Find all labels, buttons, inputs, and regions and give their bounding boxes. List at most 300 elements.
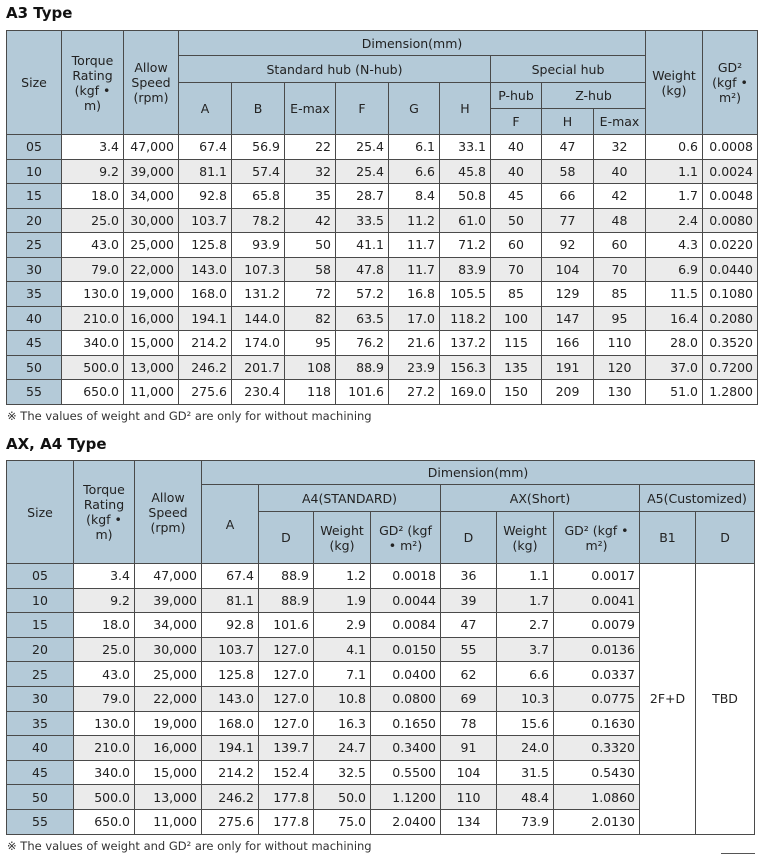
a3-footnote: ※ The values of weight and GD² are only for without machining bbox=[7, 409, 372, 423]
table-cell: 10.8 bbox=[314, 686, 371, 711]
table-cell: 166 bbox=[542, 331, 594, 356]
table-cell: 16,000 bbox=[135, 736, 202, 761]
table-cell: 40 bbox=[491, 159, 542, 184]
table-cell: 11,000 bbox=[124, 380, 179, 405]
size-cell: 20 bbox=[7, 637, 74, 662]
table-cell: 1.9 bbox=[314, 588, 371, 613]
size-cell: 40 bbox=[7, 736, 74, 761]
size-cell: 15 bbox=[7, 184, 62, 209]
size-cell: 50 bbox=[7, 355, 62, 380]
table-row bbox=[7, 184, 758, 209]
table-cell: 8.4 bbox=[389, 184, 440, 209]
col-h-header: H bbox=[440, 83, 491, 135]
table-cell: 0.5430 bbox=[554, 760, 640, 785]
table-cell: 18.0 bbox=[74, 613, 135, 638]
z-hub-emax-header: E-max bbox=[594, 109, 646, 135]
table-cell: 214.2 bbox=[202, 760, 259, 785]
table-cell: 209 bbox=[542, 380, 594, 405]
a5-b1-header: B1 bbox=[640, 512, 696, 564]
ax-spec-table bbox=[6, 460, 755, 835]
table-cell: 137.2 bbox=[440, 331, 491, 356]
table-cell: 110 bbox=[441, 785, 497, 810]
table-cell: 129 bbox=[542, 282, 594, 307]
table-cell: 101.6 bbox=[259, 613, 314, 638]
table-cell: 108 bbox=[285, 355, 336, 380]
table-cell: 42 bbox=[285, 208, 336, 233]
size-cell: 10 bbox=[7, 159, 62, 184]
table-cell: 139.7 bbox=[259, 736, 314, 761]
table-cell: 2.7 bbox=[497, 613, 554, 638]
table-row bbox=[7, 233, 758, 258]
table-cell: 34,000 bbox=[124, 184, 179, 209]
table-cell: 0.0775 bbox=[554, 686, 640, 711]
table-cell: 70 bbox=[491, 257, 542, 282]
table-cell: 210.0 bbox=[62, 306, 124, 331]
table-cell: 104 bbox=[542, 257, 594, 282]
gd2-header: GD² (kgf • m²) bbox=[703, 31, 758, 135]
table-cell: 0.0150 bbox=[371, 637, 441, 662]
table-cell: 0.0008 bbox=[703, 135, 758, 160]
table-cell: 85 bbox=[594, 282, 646, 307]
table-cell: 16.3 bbox=[314, 711, 371, 736]
ax-short-header: AX(Short) bbox=[441, 485, 640, 512]
table-cell: 130 bbox=[594, 380, 646, 405]
table-cell: 130.0 bbox=[62, 282, 124, 307]
table-cell: 88.9 bbox=[336, 355, 389, 380]
weight-header: Weight (kg) bbox=[646, 31, 703, 135]
table-cell: 1.7 bbox=[497, 588, 554, 613]
table-cell: 6.6 bbox=[389, 159, 440, 184]
table-cell: 47 bbox=[441, 613, 497, 638]
table-cell: 78.2 bbox=[232, 208, 285, 233]
a5-customized-header: A5(Customized) bbox=[640, 485, 755, 512]
special-hub-header: Special hub bbox=[491, 56, 646, 83]
table-cell: 25,000 bbox=[124, 233, 179, 258]
table-cell: 4.1 bbox=[314, 637, 371, 662]
size-cell: 20 bbox=[7, 208, 62, 233]
table-cell: 0.0024 bbox=[703, 159, 758, 184]
table-cell: 25,000 bbox=[135, 662, 202, 687]
table-cell: 0.0400 bbox=[371, 662, 441, 687]
table-cell: 25.0 bbox=[74, 637, 135, 662]
table-cell: 168.0 bbox=[179, 282, 232, 307]
table-cell: 21.6 bbox=[389, 331, 440, 356]
table-cell: 0.0337 bbox=[554, 662, 640, 687]
a5-d-header: D bbox=[696, 512, 755, 564]
table-cell: 32.5 bbox=[314, 760, 371, 785]
table-cell: 0.5500 bbox=[371, 760, 441, 785]
table-cell: 127.0 bbox=[259, 662, 314, 687]
table-cell: 25.0 bbox=[62, 208, 124, 233]
table-cell: 88.9 bbox=[259, 564, 314, 589]
table-cell: 15.6 bbox=[497, 711, 554, 736]
table-cell: 650.0 bbox=[74, 809, 135, 834]
ax-d-header: D bbox=[441, 512, 497, 564]
table-row bbox=[7, 306, 758, 331]
table-cell: 143.0 bbox=[202, 686, 259, 711]
table-cell: 152.4 bbox=[259, 760, 314, 785]
table-cell: 92.8 bbox=[202, 613, 259, 638]
table-cell: 48 bbox=[594, 208, 646, 233]
table-cell: 78 bbox=[441, 711, 497, 736]
table-cell: 47 bbox=[542, 135, 594, 160]
table-cell: 67.4 bbox=[202, 564, 259, 589]
table-cell: 0.0084 bbox=[371, 613, 441, 638]
table-cell: 13,000 bbox=[124, 355, 179, 380]
table-cell: 41.1 bbox=[336, 233, 389, 258]
table-row bbox=[7, 135, 758, 160]
ax-dimension-header: Dimension(mm) bbox=[202, 461, 755, 485]
table-cell: 104 bbox=[441, 760, 497, 785]
size-cell: 55 bbox=[7, 380, 62, 405]
table-cell: 0.3520 bbox=[703, 331, 758, 356]
table-cell: 11.7 bbox=[389, 257, 440, 282]
table-cell: 50 bbox=[285, 233, 336, 258]
table-cell: 0.0048 bbox=[703, 184, 758, 209]
table-cell: 15,000 bbox=[124, 331, 179, 356]
table-cell: 177.8 bbox=[259, 809, 314, 834]
table-cell: 66 bbox=[542, 184, 594, 209]
table-row bbox=[7, 159, 758, 184]
col-a-header: A bbox=[179, 83, 232, 135]
col-g-header: G bbox=[389, 83, 440, 135]
table-cell: 3.4 bbox=[62, 135, 124, 160]
table-cell: 3.7 bbox=[497, 637, 554, 662]
table-cell: 95 bbox=[594, 306, 646, 331]
table-cell: 169.0 bbox=[440, 380, 491, 405]
table-cell: 88.9 bbox=[259, 588, 314, 613]
table-cell: 40 bbox=[491, 135, 542, 160]
table-cell: 6.6 bbox=[497, 662, 554, 687]
table-cell: 55 bbox=[441, 637, 497, 662]
table-cell: 28.7 bbox=[336, 184, 389, 209]
table-cell: 39 bbox=[441, 588, 497, 613]
table-cell: 6.1 bbox=[389, 135, 440, 160]
table-cell: 23.9 bbox=[389, 355, 440, 380]
table-cell: 1.2 bbox=[314, 564, 371, 589]
table-cell: 11.7 bbox=[389, 233, 440, 258]
table-cell: 0.0136 bbox=[554, 637, 640, 662]
table-cell: 50.0 bbox=[314, 785, 371, 810]
table-cell: 57.4 bbox=[232, 159, 285, 184]
size-cell: 25 bbox=[7, 662, 74, 687]
size-cell: 25 bbox=[7, 233, 62, 258]
table-cell: 340.0 bbox=[74, 760, 135, 785]
table-cell: 92 bbox=[542, 233, 594, 258]
ax-section-title: AX, A4 Type bbox=[6, 435, 107, 453]
table-cell: 2.9 bbox=[314, 613, 371, 638]
table-cell: 3.4 bbox=[74, 564, 135, 589]
table-cell: 34,000 bbox=[135, 613, 202, 638]
table-cell: 1.1 bbox=[646, 159, 703, 184]
table-cell: 246.2 bbox=[202, 785, 259, 810]
table-cell: 22 bbox=[285, 135, 336, 160]
table-cell: 83.9 bbox=[440, 257, 491, 282]
table-cell: 57.2 bbox=[336, 282, 389, 307]
a3-spec-table bbox=[6, 30, 758, 405]
table-cell: 0.1650 bbox=[371, 711, 441, 736]
ax-weight-header: Weight (kg) bbox=[497, 512, 554, 564]
size-cell: 55 bbox=[7, 809, 74, 834]
table-cell: 24.0 bbox=[497, 736, 554, 761]
table-cell: 194.1 bbox=[202, 736, 259, 761]
table-cell: 0.0041 bbox=[554, 588, 640, 613]
a4-gd2-header: GD² (kgf • m²) bbox=[371, 512, 441, 564]
table-cell: 0.0044 bbox=[371, 588, 441, 613]
table-cell: 22,000 bbox=[124, 257, 179, 282]
table-cell: 75.0 bbox=[314, 809, 371, 834]
size-cell: 30 bbox=[7, 257, 62, 282]
table-cell: 191 bbox=[542, 355, 594, 380]
table-cell: 93.9 bbox=[232, 233, 285, 258]
table-cell: 201.7 bbox=[232, 355, 285, 380]
table-cell: 500.0 bbox=[62, 355, 124, 380]
table-cell: 103.7 bbox=[179, 208, 232, 233]
table-cell: 174.0 bbox=[232, 331, 285, 356]
table-cell: 51.0 bbox=[646, 380, 703, 405]
table-cell: 39,000 bbox=[135, 588, 202, 613]
ax-gd2-header: GD² (kgf • m²) bbox=[554, 512, 640, 564]
table-cell: 2.0400 bbox=[371, 809, 441, 834]
table-cell: 0.0017 bbox=[554, 564, 640, 589]
table-cell: 22,000 bbox=[135, 686, 202, 711]
size-cell: 45 bbox=[7, 760, 74, 785]
table-cell: 0.7200 bbox=[703, 355, 758, 380]
size-cell: 50 bbox=[7, 785, 74, 810]
size-cell: 10 bbox=[7, 588, 74, 613]
table-cell: 11,000 bbox=[135, 809, 202, 834]
table-cell: 1.0860 bbox=[554, 785, 640, 810]
table-cell: 101.6 bbox=[336, 380, 389, 405]
table-cell: 127.0 bbox=[259, 637, 314, 662]
table-cell: 42 bbox=[594, 184, 646, 209]
a3-section-title: A3 Type bbox=[6, 4, 73, 22]
col-b-header: B bbox=[232, 83, 285, 135]
table-row bbox=[7, 208, 758, 233]
table-cell: 70 bbox=[594, 257, 646, 282]
table-cell: 127.0 bbox=[259, 711, 314, 736]
size-cell: 35 bbox=[7, 711, 74, 736]
standard-hub-header: Standard hub (N-hub) bbox=[179, 56, 491, 83]
table-cell: 67.4 bbox=[179, 135, 232, 160]
table-row bbox=[7, 380, 758, 405]
ax-size-header: Size bbox=[7, 461, 74, 564]
table-cell: 650.0 bbox=[62, 380, 124, 405]
ax-speed-header: Allow Speed (rpm) bbox=[135, 461, 202, 564]
table-cell: 17.0 bbox=[389, 306, 440, 331]
table-cell: 15,000 bbox=[135, 760, 202, 785]
table-cell: 168.0 bbox=[202, 711, 259, 736]
table-cell: 11.2 bbox=[389, 208, 440, 233]
table-cell: 10.3 bbox=[497, 686, 554, 711]
table-cell: 0.3320 bbox=[554, 736, 640, 761]
table-cell: 131.2 bbox=[232, 282, 285, 307]
table-cell: 60 bbox=[594, 233, 646, 258]
table-cell: 43.0 bbox=[74, 662, 135, 687]
table-cell: 110 bbox=[594, 331, 646, 356]
table-cell: 210.0 bbox=[74, 736, 135, 761]
table-cell: 147 bbox=[542, 306, 594, 331]
table-cell: 77 bbox=[542, 208, 594, 233]
table-cell: 19,000 bbox=[135, 711, 202, 736]
table-cell: 118.2 bbox=[440, 306, 491, 331]
table-cell: 0.3400 bbox=[371, 736, 441, 761]
table-cell: 144.0 bbox=[232, 306, 285, 331]
table-cell: 73.9 bbox=[497, 809, 554, 834]
table-cell: 30,000 bbox=[135, 637, 202, 662]
table-cell: 194.1 bbox=[179, 306, 232, 331]
table-cell: 19,000 bbox=[124, 282, 179, 307]
table-cell: 91 bbox=[441, 736, 497, 761]
table-cell: 107.3 bbox=[232, 257, 285, 282]
ax-torque-header: Torque Rating (kgf • m) bbox=[74, 461, 135, 564]
p-hub-header: P-hub bbox=[491, 83, 542, 109]
table-cell: 95 bbox=[285, 331, 336, 356]
table-cell: 79.0 bbox=[62, 257, 124, 282]
ax-footnote: ※ The values of weight and GD² are only for without machining bbox=[7, 839, 372, 853]
table-cell: 25.4 bbox=[336, 159, 389, 184]
table-cell: 32 bbox=[594, 135, 646, 160]
table-cell: 31.5 bbox=[497, 760, 554, 785]
table-cell: 134 bbox=[441, 809, 497, 834]
table-cell: 115 bbox=[491, 331, 542, 356]
table-cell: 135 bbox=[491, 355, 542, 380]
table-cell: 27.2 bbox=[389, 380, 440, 405]
table-cell: 500.0 bbox=[74, 785, 135, 810]
z-hub-h-header: H bbox=[542, 109, 594, 135]
table-cell: 37.0 bbox=[646, 355, 703, 380]
table-cell: 48.4 bbox=[497, 785, 554, 810]
col-emax-header: E-max bbox=[285, 83, 336, 135]
table-cell: 13,000 bbox=[135, 785, 202, 810]
table-cell: 45 bbox=[491, 184, 542, 209]
table-cell: 9.2 bbox=[74, 588, 135, 613]
table-row bbox=[7, 282, 758, 307]
table-cell: 9.2 bbox=[62, 159, 124, 184]
table-cell: 58 bbox=[285, 257, 336, 282]
table-cell: 47,000 bbox=[135, 564, 202, 589]
z-hub-header: Z-hub bbox=[542, 83, 646, 109]
table-cell: 79.0 bbox=[74, 686, 135, 711]
table-cell: 0.0440 bbox=[703, 257, 758, 282]
size-cell: 35 bbox=[7, 282, 62, 307]
table-cell: 36 bbox=[441, 564, 497, 589]
table-cell: 85 bbox=[491, 282, 542, 307]
table-cell: 0.0018 bbox=[371, 564, 441, 589]
table-cell: 0.0800 bbox=[371, 686, 441, 711]
size-cell: 05 bbox=[7, 564, 74, 589]
size-cell: 30 bbox=[7, 686, 74, 711]
table-cell: 39,000 bbox=[124, 159, 179, 184]
table-cell: 33.1 bbox=[440, 135, 491, 160]
table-cell: 1.7 bbox=[646, 184, 703, 209]
table-cell: 16,000 bbox=[124, 306, 179, 331]
table-cell: 47.8 bbox=[336, 257, 389, 282]
table-cell: 72 bbox=[285, 282, 336, 307]
col-f-header: F bbox=[336, 83, 389, 135]
table-cell: 0.0079 bbox=[554, 613, 640, 638]
a4-weight-header: Weight (kg) bbox=[314, 512, 371, 564]
table-cell: 25.4 bbox=[336, 135, 389, 160]
speed-header: Allow Speed (rpm) bbox=[124, 31, 179, 135]
table-cell: 61.0 bbox=[440, 208, 491, 233]
table-cell: 1.2800 bbox=[703, 380, 758, 405]
table-cell: 127.0 bbox=[259, 686, 314, 711]
table-cell: 58 bbox=[542, 159, 594, 184]
table-cell: 0.1080 bbox=[703, 282, 758, 307]
table-cell: 81.1 bbox=[179, 159, 232, 184]
table-cell: 177.8 bbox=[259, 785, 314, 810]
table-cell: 118 bbox=[285, 380, 336, 405]
table-cell: 65.8 bbox=[232, 184, 285, 209]
table-cell: 0.0220 bbox=[703, 233, 758, 258]
a5-b1-value: 2F+D bbox=[640, 564, 696, 835]
table-cell: 156.3 bbox=[440, 355, 491, 380]
table-cell: 130.0 bbox=[74, 711, 135, 736]
table-cell: 63.5 bbox=[336, 306, 389, 331]
table-cell: 43.0 bbox=[62, 233, 124, 258]
table-cell: 0.2080 bbox=[703, 306, 758, 331]
table-cell: 1.1200 bbox=[371, 785, 441, 810]
table-row bbox=[7, 355, 758, 380]
table-cell: 6.9 bbox=[646, 257, 703, 282]
table-cell: 120 bbox=[594, 355, 646, 380]
table-cell: 50 bbox=[491, 208, 542, 233]
table-cell: 4.3 bbox=[646, 233, 703, 258]
torque-header: Torque Rating (kgf • m) bbox=[62, 31, 124, 135]
table-cell: 150 bbox=[491, 380, 542, 405]
dimension-header: Dimension(mm) bbox=[179, 31, 646, 56]
table-cell: 81.1 bbox=[202, 588, 259, 613]
table-cell: 2.4 bbox=[646, 208, 703, 233]
p-hub-f-header: F bbox=[491, 109, 542, 135]
table-cell: 125.8 bbox=[179, 233, 232, 258]
table-cell: 16.8 bbox=[389, 282, 440, 307]
table-cell: 103.7 bbox=[202, 637, 259, 662]
table-cell: 275.6 bbox=[179, 380, 232, 405]
table-cell: 230.4 bbox=[232, 380, 285, 405]
table-cell: 0.6 bbox=[646, 135, 703, 160]
table-cell: 33.5 bbox=[336, 208, 389, 233]
table-cell: 60 bbox=[491, 233, 542, 258]
table-cell: 7.1 bbox=[314, 662, 371, 687]
bottom-divider bbox=[721, 853, 755, 854]
table-cell: 92.8 bbox=[179, 184, 232, 209]
size-header: Size bbox=[7, 31, 62, 135]
size-cell: 05 bbox=[7, 135, 62, 160]
table-cell: 30,000 bbox=[124, 208, 179, 233]
a4-standard-header: A4(STANDARD) bbox=[259, 485, 441, 512]
table-cell: 125.8 bbox=[202, 662, 259, 687]
table-cell: 24.7 bbox=[314, 736, 371, 761]
table-cell: 40 bbox=[594, 159, 646, 184]
a5-d-value: TBD bbox=[696, 564, 755, 835]
table-cell: 45.8 bbox=[440, 159, 491, 184]
table-cell: 16.4 bbox=[646, 306, 703, 331]
table-cell: 56.9 bbox=[232, 135, 285, 160]
a4-d-header: D bbox=[259, 512, 314, 564]
table-cell: 214.2 bbox=[179, 331, 232, 356]
table-cell: 28.0 bbox=[646, 331, 703, 356]
table-cell: 76.2 bbox=[336, 331, 389, 356]
table-cell: 105.5 bbox=[440, 282, 491, 307]
table-cell: 71.2 bbox=[440, 233, 491, 258]
table-cell: 11.5 bbox=[646, 282, 703, 307]
table-cell: 246.2 bbox=[179, 355, 232, 380]
table-cell: 0.0080 bbox=[703, 208, 758, 233]
table-cell: 2.0130 bbox=[554, 809, 640, 834]
table-cell: 100 bbox=[491, 306, 542, 331]
